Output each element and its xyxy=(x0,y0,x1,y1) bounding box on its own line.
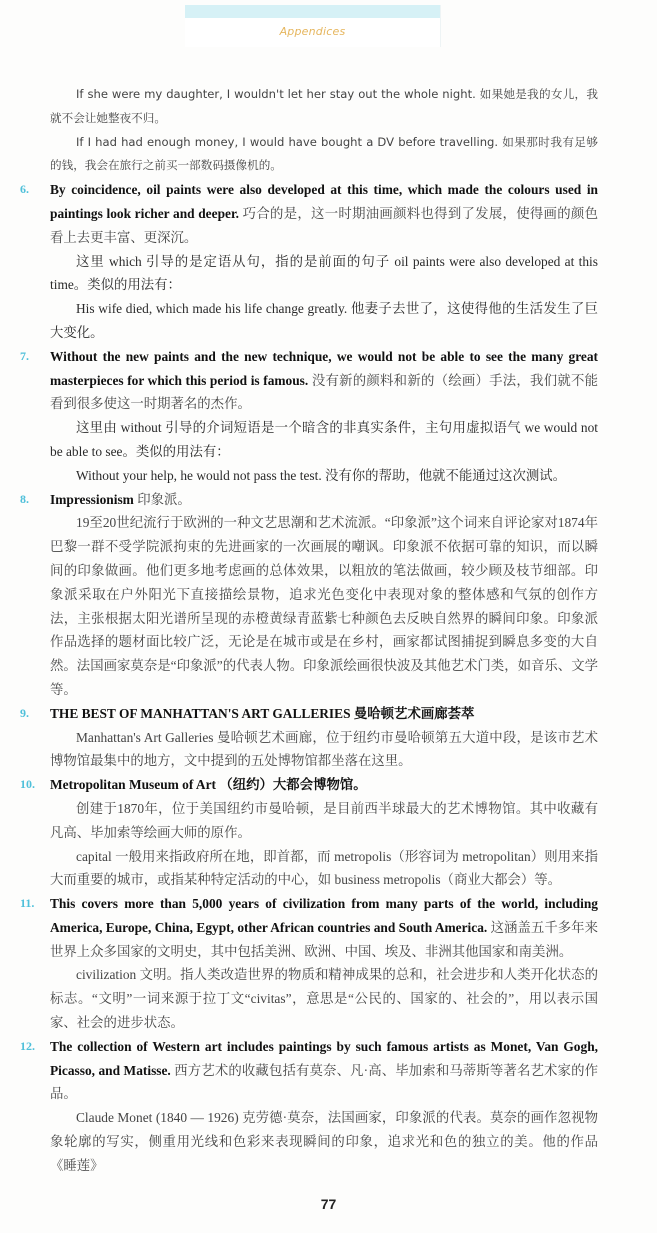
note-sentence: Impressionism xyxy=(50,491,134,507)
note-number: 12. xyxy=(20,1038,35,1053)
note-number: 11. xyxy=(20,896,35,911)
example-sentence: If I had had enough money, I would have bought a DV before travelling. 如果那时我有足够的钱，我会在旅行之前买一部数码摄像机的。 xyxy=(50,134,598,173)
note-item-9 xyxy=(20,702,598,773)
note-paragraph: Without your help, he would not pass the test. 没有你的帮助，他就不能通过这次测试。 xyxy=(76,467,567,483)
note-item-10 xyxy=(20,773,598,892)
note-sentence: By coincidence, oil paints were also developed at this time, which made the colours used in paintings look richer and deeper. xyxy=(50,182,598,221)
note-paragraph: 19至20世纪流行于欧洲的一种文艺思潮和艺术流派。“印象派”这个词来自评论家对1874年巴黎一群不受学院派拘束的先进画家的一次画展的嘲讽。印象派不依据可靠的知识，而以瞬间的印象做画。他们更多地考虑画的总体效果，以粗放的笔法做画，较少顾及枝节细部。印象派采取在户外阳光下直接描绘景物，追求光色变化中表现对象的整体感和气氛的创作方法，主张根据太阳光谱所呈现的赤橙黄绿青蓝紫七种颜色去反映自然界的瞬间印象。印象派作品选择的题材面比较广泛，无论是在城市或是在乡村，画家都试图捕捉到瞬息多变的大自然。法国画家莫奈是“印象派”的代表人物。印象派绘画很快波及其他艺术门类，如音乐、文学等。 xyxy=(50,515,598,697)
note-sentence: THE BEST OF MANHATTAN'S ART GALLERIES xyxy=(50,705,351,721)
note-translation: 西方艺术的收藏包括有莫奈、凡·高、毕加索和马蒂斯等著名艺术家的作品。 xyxy=(50,1062,598,1102)
note-sentence: This covers more than 5,000 years of civilization from many parts of the world, including America, Europe, China, Egypt, other African countries and South America. xyxy=(50,896,598,935)
note-translation: （纽约）大都会博物馆。 xyxy=(219,777,367,793)
note-item-11 xyxy=(20,892,598,1035)
note-paragraph: His wife died, which made his life change greatly. 他妻子去世了，这使得他的生活发生了巨大变化。 xyxy=(50,301,598,340)
note-number: 7. xyxy=(20,348,29,363)
note-paragraph: Claude Monet (1840 — 1926) 克劳德·莫奈，法国画家，印象派的代表。莫奈的画作忽视物象轮廓的写实，侧重用光线和色彩来表现瞬间的印象，追求光和色的独立的美。他的作品《睡莲》 xyxy=(50,1110,598,1173)
note-translation: 曼哈顿艺术画廊荟萃 xyxy=(353,705,475,721)
note-item-7 xyxy=(20,345,599,488)
note-number: 9. xyxy=(20,705,29,720)
note-paragraph: Manhattan's Art Galleries 曼哈顿艺术画廊，位于纽约市曼哈顿第五大道中段，是该市艺术博物馆最集中的地方，文中提到的五处博物馆都坐落在这里。 xyxy=(50,729,598,769)
note-translation: 印象派。 xyxy=(137,491,191,507)
note-number: 8. xyxy=(20,491,29,506)
note-sentence: The collection of Western art includes paintings by such famous artists as Monet, Van Gogh, Picasso, and Matisse. xyxy=(50,1038,598,1078)
note-translation: 巧合的是，这一时期油画颜料也得到了发展，使得画的颜色看上去更丰富、更深沉。 xyxy=(50,205,598,245)
header-title: Appendices xyxy=(279,25,346,38)
example-sentence: If she were my daughter, I wouldn't let her stay out the whole night. 如果她是我的女儿，我就不会让她整夜不归。 xyxy=(50,87,598,125)
note-sentence: Metropolitan Museum of Art xyxy=(50,777,216,793)
note-item-8 xyxy=(20,488,598,702)
note-number: 6. xyxy=(20,182,29,197)
note-paragraph: 这里由 without 引导的介词短语是一个暗含的非真实条件，主句用虚拟语气 we would not be able to see。类似的用法有： xyxy=(50,420,598,459)
note-sentence: Without the new paints and the new technique, we would not be able to see the many great masterpieces for which this period is famous. xyxy=(50,348,598,388)
note-number: 10. xyxy=(20,777,35,792)
note-paragraph: 创建于1870年，位于美国纽约市曼哈顿，是目前西半球最大的艺术博物馆。其中收藏有凡高、毕加索等绘画大师的原作。 xyxy=(50,800,598,840)
page-body xyxy=(20,0,599,1178)
note-paragraph: civilization 文明。指人类改造世界的物质和精神成果的总和，社会进步和人类开化状态的标志。“文明”一词来源于拉丁文“civitas”，意思是“公民的、国家的、社会的”，用以表示国家、社会的进步状态。 xyxy=(50,967,598,1031)
note-translation: 没有新的颜料和新的（绘画）手法，我们就不能看到很多使这一时期著名的杰作。 xyxy=(50,372,599,412)
note-translation: 这涵盖五千多年来世界上众多国家的文明史，其中包括美洲、欧洲、中国、埃及、非洲其他国家和南美洲。 xyxy=(50,919,598,959)
note-item-12 xyxy=(20,1035,598,1178)
note-item-6 xyxy=(20,178,598,345)
note-paragraph: capital 一般用来指政府所在地，即首都，而 metropolis（形容词为 metropolitan）则用来指大而重要的城市，或指某种特定活动的中心，如 business metropolis（商业大都会）等。 xyxy=(50,848,598,888)
note-paragraph: 这里 which 引导的是定语从句，指的是前面的句子 oil paints were also developed at this time。类似的用法有： xyxy=(50,253,598,293)
page-number: 77 xyxy=(320,1195,337,1212)
